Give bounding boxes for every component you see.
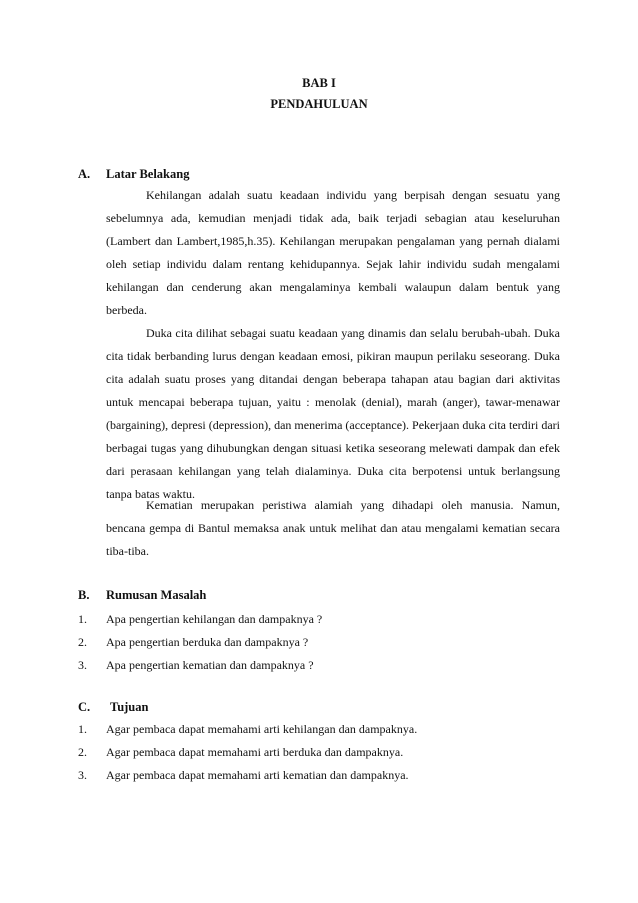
list-item: Agar pembaca dapat memahami arti kehilangan dan dampaknya. [106, 722, 418, 736]
chapter-title: PENDAHULUAN [270, 97, 368, 111]
list-item: Apa pengertian kehilangan dan dampaknya ? [106, 612, 323, 626]
section-a-paragraph-1: Kehilangan adalah suatu keadaan individu yang berpisah dengan sesuatu yang sebelumnya ada, kemudian menjadi tidak ada, baik terjadi sebagian atau keseluruhan (Lambert dan Lambert,1985,h.35). Kehilangan merupakan pengalaman yang pernah dialami oleh setiap individu dalam rentang kehidupannya. Sejak lahir individu sudah mengalami kehilangan dan cenderung akan mengalaminya kembali walaupun dalam bentuk yang berbeda. [106, 188, 560, 317]
list-item-number: 1. [78, 722, 87, 736]
list-item: Agar pembaca dapat memahami arti kematian dan dampaknya. [106, 768, 409, 782]
list-item-number: 3. [78, 768, 87, 782]
list-item-number: 1. [78, 612, 87, 626]
list-item: Apa pengertian berduka dan dampaknya ? [106, 635, 309, 649]
section-c-title: Tujuan [110, 700, 149, 714]
section-b-title: Rumusan Masalah [106, 588, 207, 602]
section-a-paragraph-2: Duka cita dilihat sebagai suatu keadaan yang dinamis dan selalu berubah-ubah. Duka cita tidak berbanding lurus dengan keadaan emosi, pikiran maupun perilaku seseorang. Duka cita adalah suatu proses yang ditandai dengan beberapa tahapan atau bagian dari aktivitas untuk mencapai beberapa tujuan, yaitu : menolak (denial), marah (anger), tawar-menawar (bargaining), depresi (depression), dan menerima (acceptance). Pekerjaan duka cita terdiri dari berbagai tugas yang dihubungkan dengan situasi ketika seseorang melewati dampak dan efek dari perasaan kehilangan yang telah dialaminya. Duka cita berpotensi untuk berlangsung tanpa batas waktu. [106, 326, 560, 501]
section-a-title: Latar Belakang [106, 167, 190, 181]
list-item-number: 3. [78, 658, 87, 672]
list-item-number: 2. [78, 745, 87, 759]
chapter-label: BAB I [302, 76, 336, 90]
section-a-paragraph-3: Kematian merupakan peristiwa alamiah yang dihadapi oleh manusia. Namun, bencana gempa di Bantul memaksa anak untuk melihat dan atau mengalami kematian secara tiba-tiba. [106, 498, 560, 558]
section-a-letter: A. [78, 167, 91, 181]
list-item: Apa pengertian kematian dan dampaknya ? [106, 658, 314, 672]
list-item: Agar pembaca dapat memahami arti berduka dan dampaknya. [106, 745, 404, 759]
section-b-letter: B. [78, 588, 90, 602]
list-item-number: 2. [78, 635, 87, 649]
section-c-letter: C. [78, 700, 91, 714]
